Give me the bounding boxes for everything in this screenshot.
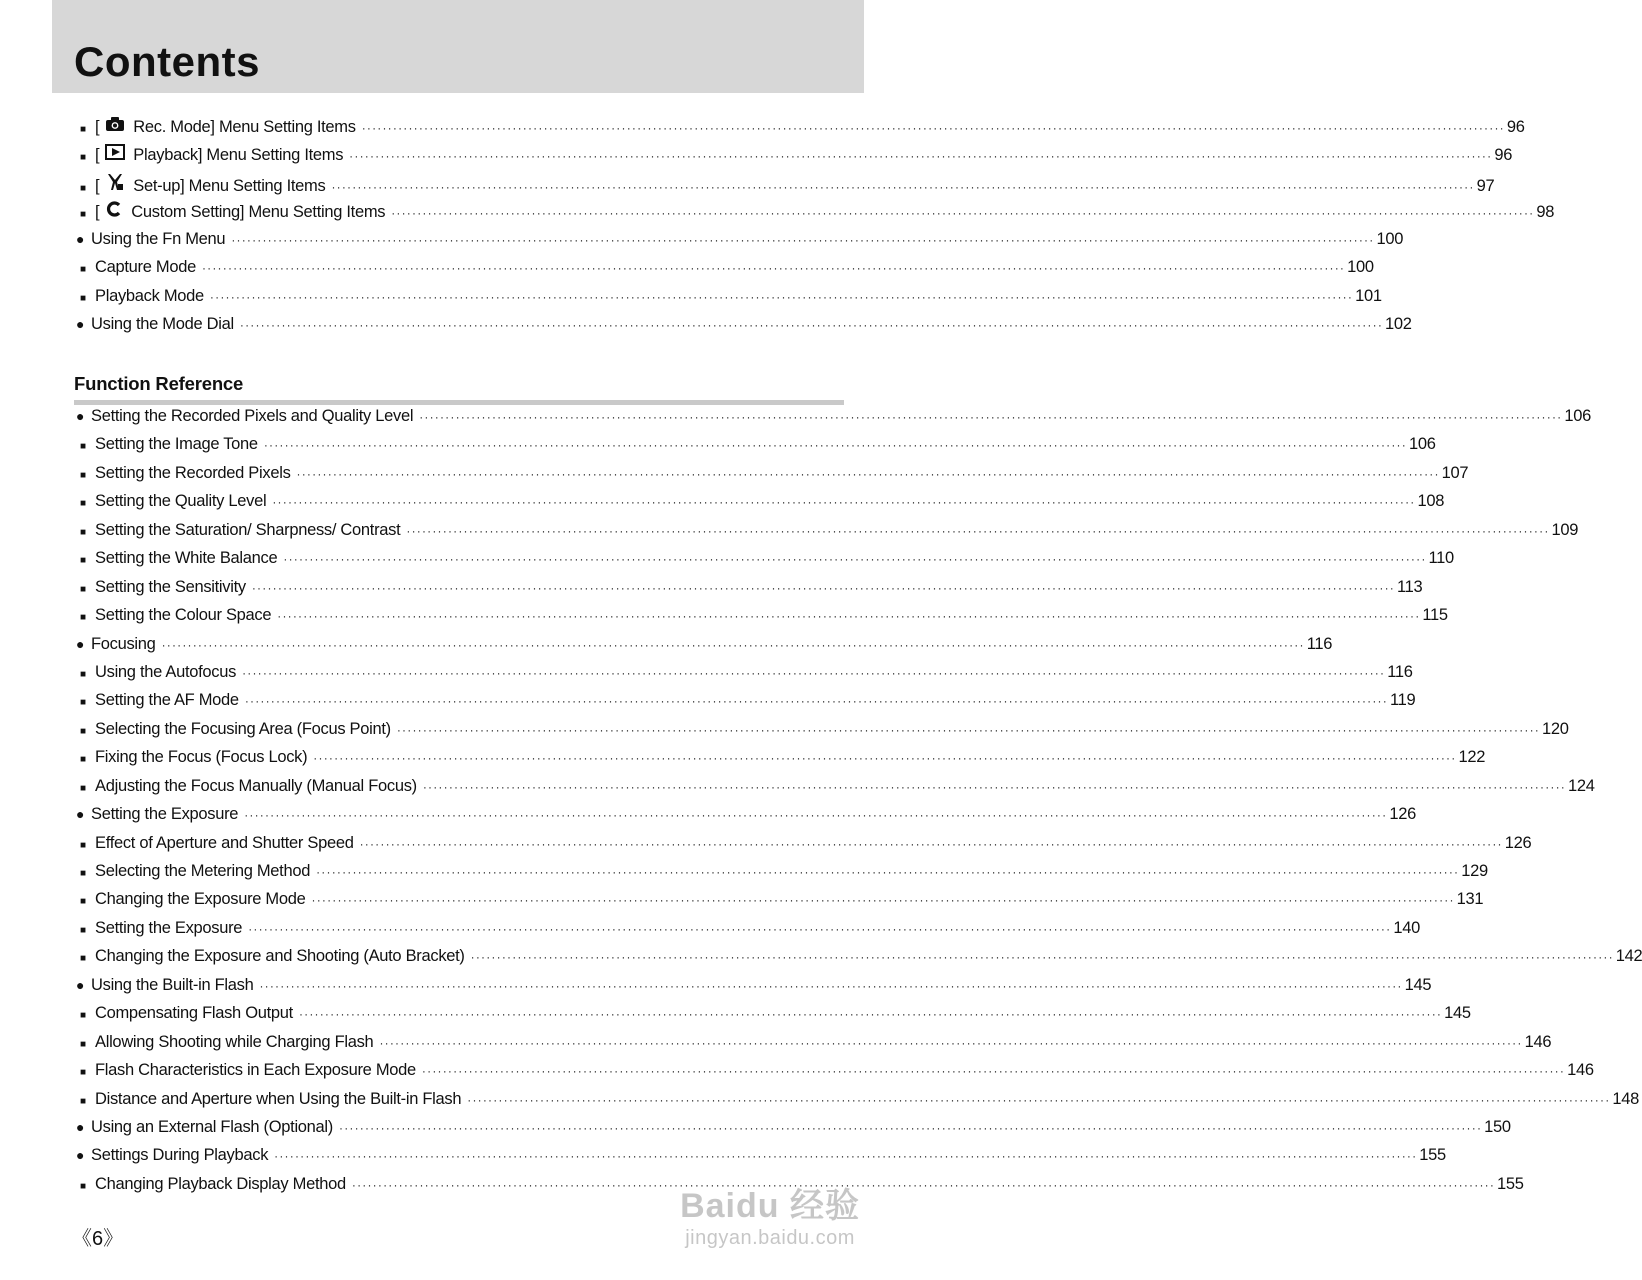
- round-bullet: ●: [76, 806, 85, 823]
- dot-leader: ····························································································································································································································: [298, 1007, 1443, 1022]
- dot-leader: ····························································································································································································································: [244, 808, 1388, 823]
- toc-entry-label: Focusing: [91, 634, 156, 653]
- dot-leader: ····························································································································································································································: [244, 694, 1388, 709]
- round-bullet: ●: [76, 976, 85, 993]
- square-bullet: ■: [80, 953, 86, 965]
- toc-entry-page: 96: [1506, 118, 1525, 136]
- square-bullet: ■: [80, 469, 86, 481]
- toc-entry-page: 146: [1567, 1061, 1594, 1080]
- square-bullet: ■: [80, 697, 86, 709]
- square-bullet: ■: [80, 292, 86, 304]
- toc-entry-page: 124: [1567, 776, 1595, 795]
- dot-leader: ····························································································································································································································: [422, 779, 1566, 794]
- round-bullet: ●: [76, 408, 85, 424]
- square-bullet: ■: [80, 498, 86, 510]
- round-bullet: ●: [76, 1147, 85, 1164]
- square-bullet: ■: [80, 583, 86, 595]
- toc-entry[interactable]: [76, 173, 1495, 201]
- dot-leader: ····························································································································································································································: [277, 609, 1421, 624]
- toc-entry[interactable]: [76, 833, 1532, 862]
- round-bullet: ●: [76, 316, 85, 333]
- toc-entry[interactable]: [76, 606, 1448, 634]
- square-bullet: ■: [80, 839, 86, 851]
- toc-entry-page: 107: [1441, 463, 1469, 482]
- toc-entry-label: Changing the Exposure Mode: [95, 890, 306, 909]
- dot-leader: ····························································································································································································································: [209, 289, 1354, 304]
- toc-entry[interactable]: [76, 776, 1595, 805]
- dot-leader: ····························································································································································································································: [396, 722, 1540, 737]
- toc-entry-page: 100: [1347, 258, 1374, 277]
- toc-entry-page: 120: [1542, 719, 1569, 738]
- dot-leader: ····························································································································································································································: [161, 637, 1305, 652]
- square-bullet: ■: [80, 896, 86, 908]
- wrench-icon: [105, 173, 125, 196]
- play-icon: [105, 144, 125, 165]
- toc-entry-page: 116: [1387, 662, 1413, 681]
- toc-menu-section: [76, 116, 1555, 344]
- square-bullet: ■: [80, 152, 86, 164]
- square-bullet: ■: [80, 868, 86, 879]
- toc-entry-label: Selecting the Focusing Area (Focus Point): [95, 719, 391, 738]
- toc-entry-page: 119: [1389, 691, 1416, 710]
- toc-entry-label: Using an External Flash (Optional): [91, 1117, 333, 1136]
- dot-leader: ····························································································································································································································: [361, 121, 1505, 135]
- toc-entry[interactable]: [76, 407, 1591, 435]
- toc-entry[interactable]: [76, 549, 1454, 577]
- toc-entry-page: 108: [1417, 492, 1445, 511]
- toc-entry-label: Selecting the Metering Method: [95, 862, 311, 880]
- square-bullet: ■: [80, 1010, 86, 1022]
- toc-entry-page: 100: [1376, 229, 1404, 248]
- dot-leader: ····························································································································································································································: [470, 950, 1614, 965]
- page-title: Contents: [74, 38, 260, 85]
- toc-entry[interactable]: [76, 116, 1525, 144]
- round-bullet: ●: [76, 230, 85, 247]
- dot-leader: ····························································································································································································································: [406, 523, 1550, 538]
- toc-entry-page: 97: [1476, 176, 1495, 195]
- toc-entry-page: 126: [1389, 805, 1416, 824]
- toc-entry[interactable]: [76, 975, 1432, 1004]
- toc-entry-label: Using the Mode Dial: [91, 315, 234, 334]
- toc-entry-page: 106: [1408, 435, 1436, 454]
- square-bullet: ■: [80, 754, 86, 766]
- toc-entry-label: Distance and Aperture when Using the Built-in Flash: [95, 1089, 462, 1108]
- toc-entry-page: 106: [1564, 407, 1591, 425]
- dot-leader: ····························································································································································································································: [391, 206, 1535, 221]
- toc-entry[interactable]: [76, 691, 1416, 719]
- toc-entry[interactable]: [76, 144, 1513, 172]
- square-bullet: ■: [80, 1038, 86, 1050]
- toc-entry-label: Setting the Colour Space: [95, 606, 272, 625]
- toc-entry[interactable]: [76, 201, 1555, 229]
- toc-entry-label: Set-up] Menu Setting Items: [133, 176, 326, 195]
- dot-leader: ····························································································································································································································: [311, 893, 1455, 908]
- toc-entry-page: 155: [1497, 1174, 1524, 1193]
- toc-entry-page: 148: [1612, 1089, 1640, 1108]
- toc-entry[interactable]: [76, 634, 1333, 663]
- toc-entry[interactable]: [76, 918, 1420, 947]
- toc-entry-page: 98: [1536, 203, 1555, 222]
- toc-entry-page: 116: [1306, 634, 1333, 653]
- toc-entry[interactable]: [76, 1146, 1446, 1174]
- toc-entry-page: 101: [1355, 286, 1382, 305]
- toc-entry[interactable]: [76, 805, 1416, 833]
- toc-entry-label: Playback Mode: [95, 286, 204, 305]
- square-bullet: ■: [80, 1180, 86, 1192]
- toc-entry[interactable]: [76, 1032, 1552, 1061]
- toc-entry[interactable]: [76, 520, 1579, 549]
- square-bullet: ■: [80, 668, 86, 680]
- toc-entry-label: Flash Characteristics in Each Exposure Mode: [95, 1061, 416, 1080]
- toc-entry[interactable]: [76, 435, 1436, 463]
- dot-leader: ····························································································································································································································: [274, 1149, 1418, 1164]
- square-bullet: ■: [80, 612, 86, 624]
- dot-leader: ····························································································································································································································: [467, 1092, 1611, 1107]
- camera-icon: [105, 116, 125, 137]
- toc-entry[interactable]: [76, 719, 1569, 748]
- square-bullet: ■: [80, 1095, 86, 1107]
- toc-entry-page: 129: [1461, 862, 1488, 880]
- dot-leader: ····························································································································································································································: [259, 978, 1403, 993]
- toc-entry[interactable]: [76, 662, 1413, 691]
- toc-function-reference: [76, 407, 1642, 1203]
- section-divider: [74, 400, 844, 405]
- toc-entry-label: Changing the Exposure and Shooting (Auto Bracket): [95, 947, 465, 966]
- toc-entry-label: Custom Setting] Menu Setting Items: [131, 203, 386, 222]
- square-bullet: ■: [80, 182, 86, 194]
- toc-entry-label: Setting the AF Mode: [95, 691, 239, 710]
- toc-entry-label: Playback] Menu Setting Items: [133, 146, 344, 165]
- toc-entry[interactable]: [76, 286, 1382, 315]
- dot-leader: ····························································································································································································································: [331, 179, 1475, 194]
- dot-leader: ····························································································································································································································: [359, 836, 1503, 851]
- toc-entry-bracket: [: [95, 203, 100, 222]
- toc-entry-label: Setting the Recorded Pixels and Quality Level: [91, 407, 414, 425]
- dot-leader: ····························································································································································································································: [316, 865, 1460, 879]
- toc-entry[interactable]: [76, 947, 1642, 975]
- toc-entry-label: Setting the Quality Level: [95, 492, 267, 511]
- square-bullet: ■: [80, 924, 86, 936]
- square-bullet: ■: [80, 264, 86, 276]
- dot-leader: ····························································································································································································································: [201, 261, 1346, 276]
- square-bullet: ■: [80, 441, 86, 453]
- toc-entry-page: 110: [1428, 549, 1454, 568]
- square-bullet: ■: [80, 1067, 86, 1079]
- toc-entry[interactable]: [76, 748, 1486, 776]
- toc-entry[interactable]: [76, 890, 1484, 918]
- toc-entry-label: Adjusting the Focus Manually (Manual Focus): [95, 776, 417, 795]
- dot-leader: ····························································································································································································································: [231, 232, 1375, 247]
- toc-entry-label: Effect of Aperture and Shutter Speed: [95, 833, 354, 852]
- toc-entry-label: Setting the Sensitivity: [95, 577, 246, 596]
- toc-entry-page: 140: [1393, 918, 1420, 937]
- section-heading: Function Reference: [74, 373, 244, 394]
- dot-leader: ····························································································································································································································: [379, 1035, 1523, 1050]
- dot-leader: ····························································································································································································································: [251, 580, 1395, 595]
- toc-entry[interactable]: [76, 1004, 1471, 1032]
- square-bullet: ■: [80, 526, 86, 538]
- toc-entry[interactable]: [76, 1089, 1640, 1118]
- round-bullet: ●: [76, 1118, 85, 1135]
- toc-entry-label: Setting the Exposure: [95, 918, 243, 937]
- toc-entry-bracket: [: [95, 118, 100, 136]
- dot-leader: ····························································································································································································································: [313, 751, 1457, 766]
- square-bullet: ■: [80, 209, 86, 221]
- toc-entry-page: 146: [1524, 1032, 1552, 1051]
- dot-leader: ····························································································································································································································: [283, 552, 1427, 567]
- dot-leader: ····························································································································································································································: [339, 1120, 1483, 1135]
- toc-entry-page: 150: [1484, 1117, 1511, 1136]
- toc-entry[interactable]: [76, 1061, 1594, 1089]
- toc-entry[interactable]: [76, 862, 1488, 890]
- toc-entry-page: 122: [1458, 748, 1486, 767]
- watermark: [680, 1178, 860, 1250]
- toc-entry-label: Capture Mode: [95, 258, 196, 277]
- toc-entry-page: 96: [1494, 146, 1513, 165]
- dot-leader: ····························································································································································································································: [351, 1177, 1496, 1192]
- toc-entry-bracket: [: [95, 146, 100, 165]
- toc-entry-label: Setting the Image Tone: [95, 435, 258, 454]
- dot-leader: ····························································································································································································································: [296, 466, 1440, 481]
- dot-leader: ····························································································································································································································: [421, 1064, 1566, 1079]
- square-bullet: ■: [80, 725, 86, 737]
- toc-entry[interactable]: [76, 577, 1423, 606]
- page-number: 《6》: [72, 1228, 124, 1250]
- toc-entry-label: Using the Fn Menu: [91, 229, 226, 248]
- square-bullet: ■: [80, 782, 86, 794]
- toc-entry-label: Changing Playback Display Method: [95, 1174, 346, 1193]
- toc-entry[interactable]: [76, 229, 1404, 258]
- dot-leader: ····························································································································································································································: [248, 921, 1392, 936]
- toc-entry-page: 145: [1444, 1004, 1471, 1023]
- dot-leader: ····························································································································································································································: [239, 318, 1384, 333]
- dot-leader: ····························································································································································································································: [272, 495, 1416, 510]
- dot-leader: ····························································································································································································································: [242, 665, 1386, 680]
- toc-entry-label: Rec. Mode] Menu Setting Items: [133, 118, 356, 136]
- watermark-brand: Baidu 经验: [680, 1187, 860, 1225]
- toc-entry-label: Using the Autofocus: [95, 662, 237, 681]
- toc-entry-page: 109: [1551, 520, 1579, 539]
- toc-entry-label: Setting the Saturation/ Sharpness/ Contrast: [95, 520, 401, 539]
- toc-entry-page: 155: [1419, 1146, 1446, 1165]
- toc-entry-page: 126: [1504, 833, 1532, 852]
- toc-entry-page: 142: [1615, 947, 1642, 966]
- toc-entry-page: 113: [1397, 577, 1423, 596]
- toc-entry[interactable]: [76, 1117, 1511, 1146]
- dot-leader: ····························································································································································································································: [419, 410, 1563, 424]
- toc-entry[interactable]: [76, 258, 1374, 286]
- square-bullet: ■: [80, 124, 86, 135]
- toc-entry-label: Setting the Recorded Pixels: [95, 463, 291, 482]
- toc-entry-label: Settings During Playback: [91, 1146, 269, 1165]
- dot-leader: ····························································································································································································································: [349, 149, 1493, 164]
- toc-entry[interactable]: [76, 463, 1469, 492]
- dot-leader: ····························································································································································································································: [263, 438, 1407, 453]
- custom-c-icon: [105, 201, 123, 222]
- toc-entry-label: Compensating Flash Output: [95, 1004, 293, 1023]
- toc-entry-page: 131: [1456, 890, 1484, 909]
- toc-entry[interactable]: [76, 315, 1412, 343]
- toc-entry-label: Using the Built-in Flash: [91, 975, 254, 994]
- round-bullet: ●: [76, 635, 85, 652]
- toc-entry-label: Setting the White Balance: [95, 549, 278, 568]
- toc-entry-label: Allowing Shooting while Charging Flash: [95, 1032, 374, 1051]
- toc-entry[interactable]: [76, 492, 1445, 520]
- toc-entry-bracket: [: [95, 176, 100, 195]
- square-bullet: ■: [80, 555, 86, 567]
- toc-entry-page: 115: [1422, 606, 1448, 625]
- toc-entry-label: Setting the Exposure: [91, 805, 239, 824]
- toc-entry-page: 145: [1404, 975, 1432, 994]
- watermark-url: jingyan.baidu.com: [685, 1227, 855, 1249]
- toc-entry-page: 102: [1385, 315, 1412, 334]
- toc-entry-label: Fixing the Focus (Focus Lock): [95, 748, 308, 767]
